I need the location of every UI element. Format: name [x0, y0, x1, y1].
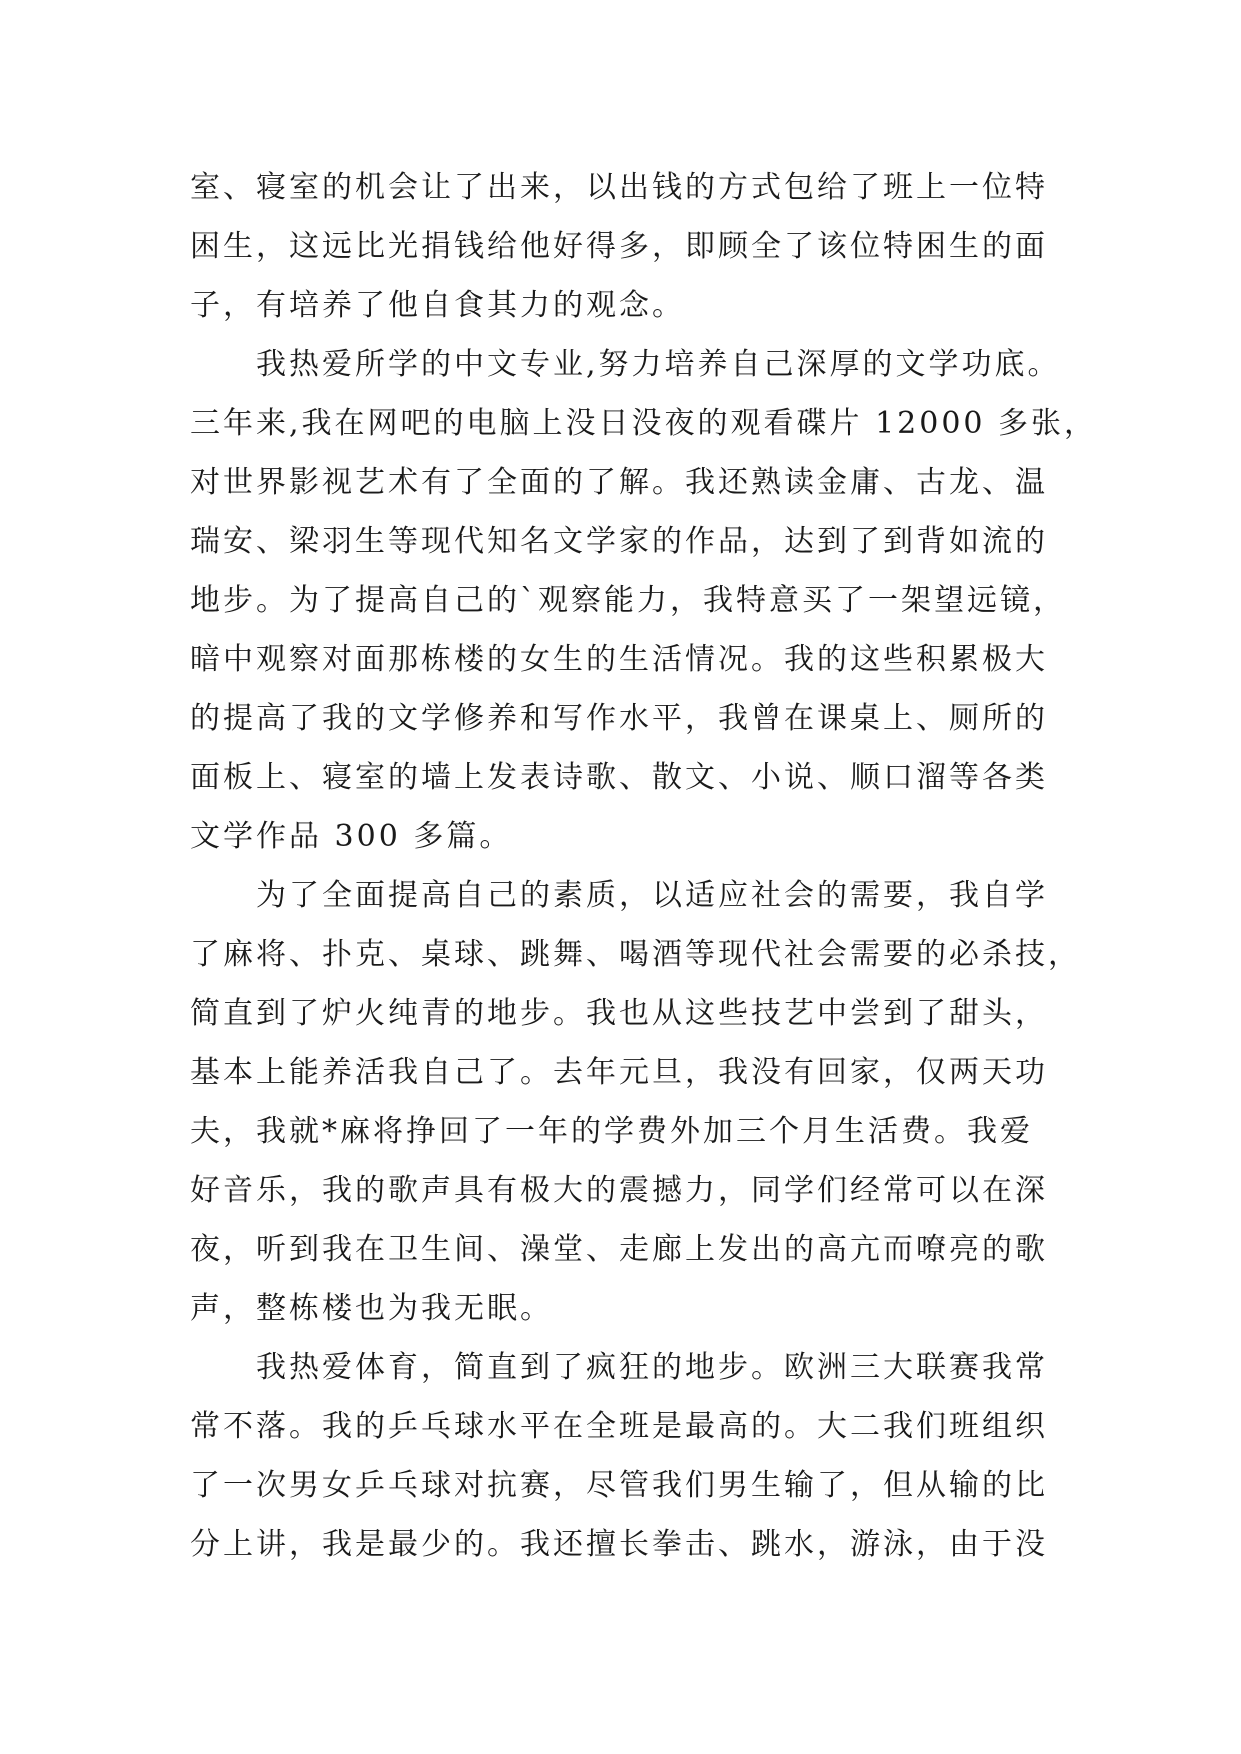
paragraph-first-line: 我热爱所学的中文专业,努力培养自己深厚的文学功底。: [256, 347, 1061, 382]
paragraph-line: 了麻将、扑克、桌球、跳舞、喝酒等现代社会需要的必杀技，: [190, 937, 1081, 972]
paragraph-line: 室、寝室的机会让了出来，以出钱的方式包给了班上一位特: [190, 170, 1048, 205]
paragraph-line: 基本上能养活我自己了。去年元旦，我没有回家，仅两天功: [190, 1055, 1048, 1090]
paragraph-line: 夜，听到我在卫生间、澡堂、走廊上发出的高亢而嘹亮的歌: [190, 1232, 1048, 1267]
paragraph-line: 文学作品 300 多篇。: [190, 819, 513, 854]
paragraph-line: 的提高了我的文学修养和写作水平，我曾在课桌上、厕所的: [190, 701, 1048, 736]
paragraph-line: 好音乐，我的歌声具有极大的震撼力，同学们经常可以在深: [190, 1173, 1048, 1208]
paragraph-line: 分上讲，我是最少的。我还擅长拳击、跳水，游泳，由于没: [190, 1527, 1048, 1562]
paragraph-first-line: 为了全面提高自己的素质，以适应社会的需要，我自学: [256, 878, 1048, 913]
paragraph-line: 夫，我就*麻将挣回了一年的学费外加三个月生活费。我爱: [190, 1114, 1033, 1149]
paragraph-line: 了一次男女乒乓球对抗赛，尽管我们男生输了，但从输的比: [190, 1468, 1048, 1503]
document-body: [190, 158, 1098, 1574]
paragraph-line: 困生，这远比光捐钱给他好得多，即顾全了该位特困生的面: [190, 229, 1048, 264]
paragraph-line: 对世界影视艺术有了全面的了解。我还熟读金庸、古龙、温: [190, 465, 1048, 500]
paragraph-line: 面板上、寝室的墙上发表诗歌、散文、小说、顺口溜等各类: [190, 760, 1048, 795]
paragraph-line: 子，有培养了他自食其力的观念。: [190, 288, 685, 323]
paragraph-line: 地步。为了提高自己的`观察能力，我特意买了一架望远镜，: [190, 583, 1066, 618]
paragraph-line: 常不落。我的乒乓球水平在全班是最高的。大二我们班组织: [190, 1409, 1048, 1444]
paragraph-line: 暗中观察对面那栋楼的女生的生活情况。我的这些积累极大: [190, 642, 1048, 677]
paragraph-line: 瑞安、梁羽生等现代知名文学家的作品，达到了到背如流的: [190, 524, 1048, 559]
paragraph-line: 简直到了炉火纯青的地步。我也从这些技艺中尝到了甜头，: [190, 996, 1048, 1031]
paragraph-first-line: 我热爱体育，简直到了疯狂的地步。欧洲三大联赛我常: [256, 1350, 1048, 1385]
paragraph-line: 三年来,我在网吧的电脑上没日没夜的观看碟片 12000 多张，: [190, 406, 1098, 441]
paragraph-line: 声，整栋楼也为我无眠。: [190, 1291, 553, 1326]
